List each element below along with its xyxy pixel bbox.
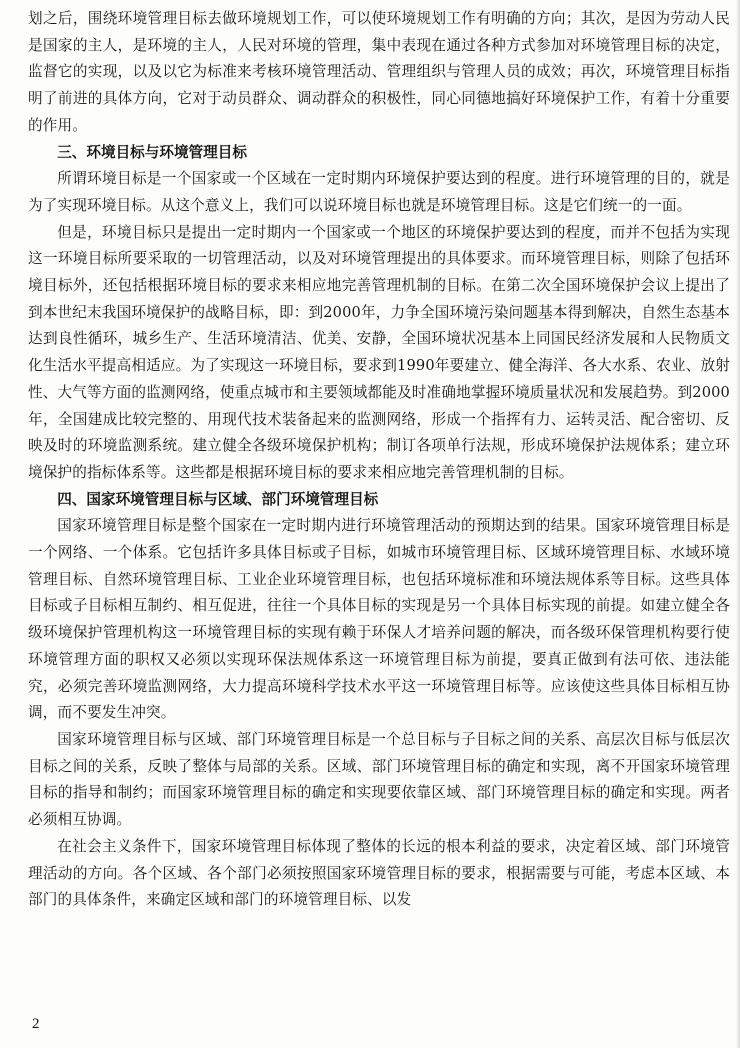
- page-number: 2: [32, 1016, 40, 1032]
- paragraph: 国家环境管理目标是整个国家在一定时期内进行环境管理活动的预期达到的结果。国家环境管理目标是一个网络、一个体系。它包括许多具体目标或子目标，如城市环境管理目标、区域环境管理目标、水域环境管理目标、自然环境管理目标、工业企业环境管理目标，也包括环境标准和环境法规体系等目标。这些具体目标或子目标相互制约、相互促进，往往一个具体目标的实现是另一个具体目标实现的前提。如建立健全各级环境保护管理机构这一环境管理目标的实现有赖于环保人才培养问题的解决，而各级环保管理机构要行使环境管理方面的职权又必须以实现环保法规体系这一环境管理目标为前提，要真正做到有法可依、违法能究，必须完善环境监测网络，大力提高环境科学技术水平这一环境管理目标等。应该使这些具体目标相互协调，而不要发生冲突。: [28, 517, 730, 722]
- paragraph: 所谓环境目标是一个国家或一个区域在一定时期内环境保护要达到的程度。进行环境管理的目的，就是为了实现环境目标。从这个意义上，我们可以说环境目标也就是环境管理目标。这是它们统一的一面。: [28, 170, 730, 214]
- paragraph: 在社会主义条件下，国家环境管理目标体现了整体的长远的根本利益的要求，决定着区域、部门环境管理活动的方向。各个区域、各个部门必须按照国家环境管理目标的要求，根据需要与可能，考虑本区域、本部门的具体条件，来确定区域和部门的环境管理目标、以发: [28, 837, 730, 909]
- page-edge-shadow: [736, 0, 740, 1048]
- section-heading-3: 三、环境目标与环境管理目标: [57, 143, 247, 161]
- section-heading-4: 四、国家环境管理目标与区域、部门环境管理目标: [57, 490, 379, 508]
- paragraph: 但是，环境目标只是提出一定时期内一个国家或一个地区的环境保护要达到的程度，而并不包括为实现这一环境目标所要采取的一切管理活动，以及对环境管理提出的具体要求。而环境管理目标，则除了包括环境目标外，还包括根据环境目标的要求来相应地完善管理机制的目标。在第二次全国环境保护会议上提出了到本世纪末我国环境保护的战略目标，即：到2000年，力争全国环境污染问题基本得到解决，自然生态基本达到良性循环，城乡生产、生活环境清洁、优美、安静，全国环境状况基本上同国民经济发展和人民物质文化生活水平提高相适应。为了实现这一环境目标，要求到1990年要建立、健全海洋、各大水系、农业、放射性、大气等方面的监测网络，使重点城市和主要领域都能及时准确地掌握环境质量状况和发展趋势。到2000年，全国建成比较完整的、用现代技术装备起来的监测网络，形成一个指挥有力、运转灵活、配合密切、反映及时的环境监测系统。建立健全各级环境保护机构；制订各项单行法规，形成环境保护法规体系；建立环境保护的指标体系等。这些都是根据环境目标的要求来相应地完善管理机制的目标。: [28, 223, 730, 481]
- paragraph-continuation: 划之后，围绕环境管理目标去做环境规划工作，可以使环境规划工作有明确的方向；其次，是因为劳动人民是国家的主人，是环境的主人，人民对环境的管理，集中表现在通过各种方式参加对环境管理目标的决定，监督它的实现，以及以它为标准来考核环境管理活动、管理组织与管理人员的成效；再次，环境管理目标指明了前进的具体方向，它对于动员群众、调动群众的积极性，同心同德地搞好环境保护工作，有着十分重要的作用。: [28, 10, 730, 134]
- paragraph: 国家环境管理目标与区域、部门环境管理目标是一个总目标与子目标之间的关系、高层次目标与低层次目标之间的关系，反映了整体与局部的关系。区域、部门环境管理目标的确定和实现，离不开国家环境管理目标的指导和制约；而国家环境管理目标的确定和实现要依靠区域、部门环境管理目标的确定和实现。两者必须相互协调。: [28, 730, 730, 829]
- document-page: [28, 6, 730, 1036]
